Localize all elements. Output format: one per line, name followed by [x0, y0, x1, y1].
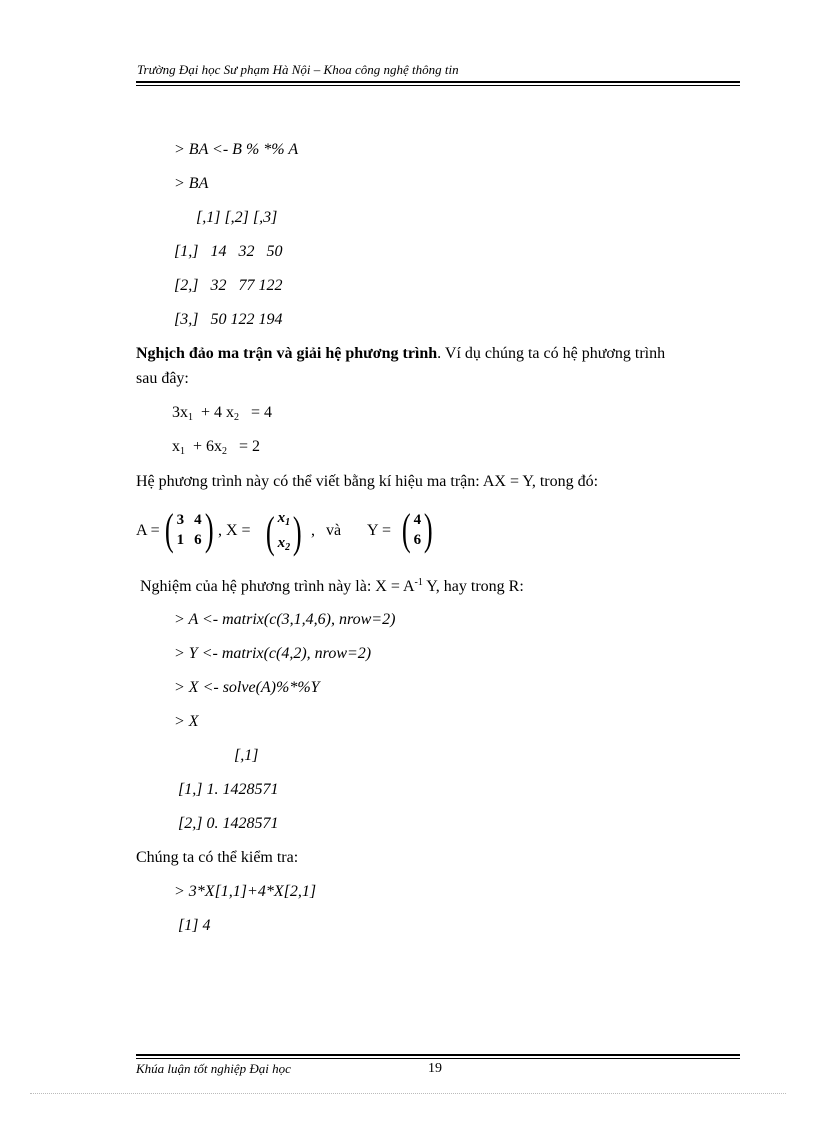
matrix-row: [2,] 32 77 122 — [174, 277, 283, 294]
left-paren: ( — [164, 505, 174, 554]
matrix-row: [2,] 0. 1428571 — [178, 815, 279, 832]
section-heading: Nghịch đảo ma trận và giải hệ phương trình — [136, 345, 438, 362]
code-line: > 3*X[1,1]+4*X[2,1] — [174, 883, 317, 900]
footer-rule-thick — [136, 1054, 740, 1056]
conjunction-text: và — [326, 522, 342, 539]
comma: , — [311, 522, 315, 539]
matrix-a: ( 3 4 1 6 ) — [164, 505, 214, 554]
code-line: > X — [174, 713, 199, 730]
matrix-y-label: Y = — [367, 522, 391, 539]
footer-text: Khúa luận tốt nghiệp Đại học — [136, 1061, 291, 1076]
code-line: > X <- solve(A)%*%Y — [174, 679, 320, 696]
code-line: > Y <- matrix(c(4,2), nrow=2) — [174, 645, 372, 662]
code-line: > A <- matrix(c(3,1,4,6), nrow=2) — [174, 611, 396, 628]
matrix-column-header: [,1] — [234, 747, 259, 764]
matrix-row: [1,] 14 32 50 — [174, 243, 283, 260]
matrix-a-label: A = — [136, 522, 160, 539]
page-number: 19 — [428, 1061, 442, 1076]
left-paren: ( — [401, 505, 411, 554]
right-paren: ) — [293, 508, 302, 557]
page-header: Trường Đại học Sư phạm Hà Nội – Khoa công nghệ thông tin — [137, 62, 459, 77]
equation-2: $x_1 + 6x_2 = 2$ — [172, 438, 261, 457]
code-output: [1] 4 — [178, 917, 211, 934]
right-paren: ) — [204, 505, 214, 554]
header-rule-thin — [136, 85, 740, 86]
paragraph-line: Nghiệm của hệ phương trình này là: $X = A^{-1}$ Y, hay trong R: — [140, 577, 524, 595]
left-paren: ( — [265, 508, 275, 557]
paragraph-line: sau đây: — [136, 370, 189, 387]
paragraph-text: . Ví dụ chúng ta có hệ phương trình — [437, 345, 666, 362]
matrix-row: [1,] 1. 1428571 — [178, 781, 279, 798]
paragraph-line — [136, 345, 665, 363]
matrix-y: ( 4 6 ) — [401, 505, 433, 554]
matrix-x-label: , X = — [218, 522, 251, 539]
matrix-x: ( $x_1$ $x_2$ ) — [265, 508, 302, 557]
right-paren: ) — [424, 505, 433, 554]
paragraph-line: Hệ phương trình này có thể viết bằng kí hiệu ma trận: AX = Y, trong đó: — [136, 473, 599, 490]
equation-1: $3x_1 + 4$ $x_2 = 4$ — [172, 404, 273, 423]
matrix-row: [3,] 50 122 194 — [174, 311, 283, 328]
paragraph-line: Chúng ta có thể kiểm tra: — [136, 849, 299, 866]
page-edge-dots — [30, 1093, 786, 1094]
matrix-column-header: [,1] [,2] [,3] — [196, 209, 278, 226]
code-line: > BA — [174, 175, 209, 192]
footer-rule-thin — [136, 1058, 740, 1059]
header-rule-thick — [136, 81, 740, 83]
code-line: > BA <- B % *% A — [174, 141, 299, 158]
